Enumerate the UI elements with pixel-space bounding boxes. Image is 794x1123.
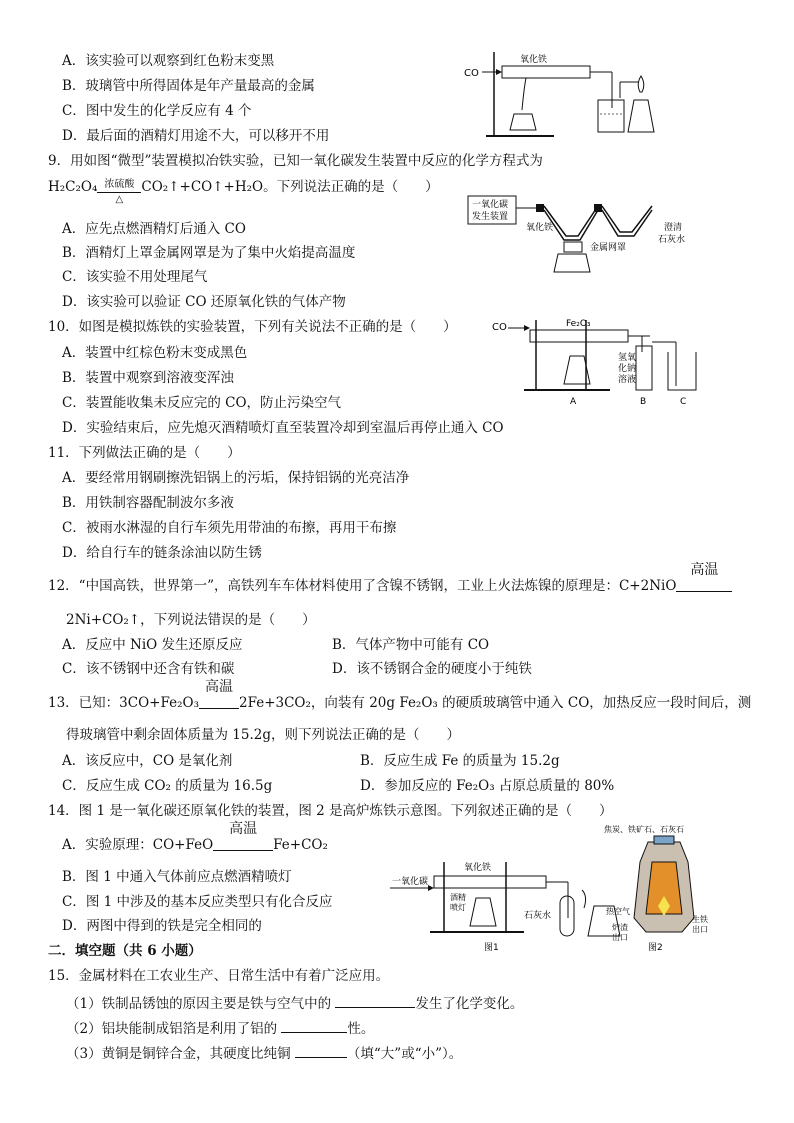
q14-option-a — [62, 821, 328, 854]
q14-a-right: Fe+CO₂ — [273, 837, 328, 853]
q14-a-left: A．实验原理：CO+FeO — [62, 837, 214, 853]
fig8-oxide-label: 氧化铁 — [520, 55, 548, 65]
fig14-iron-label-2: 出口 — [692, 925, 708, 934]
q14-stem: 14．图 1 是一氧化碳还原氧化铁的装置，图 2 是高炉炼铁示意图。下列叙述正确的是（ ） — [48, 803, 613, 819]
q15-p1-left: （1）铁制品锈蚀的原因主要是铁与空气中的 — [66, 996, 332, 1012]
fig14-slag-label-2: 出口 — [612, 933, 628, 942]
q10-option-a: A．装置中红棕色粉末变成黑色 — [62, 345, 248, 361]
fig9-oxide-label: 氧化铁 — [526, 223, 554, 233]
q15-blank-3[interactable] — [295, 1043, 347, 1058]
fig9-gen-label-2: 发生装置 — [472, 212, 509, 222]
q14-option-b: B．图 1 中通入气体前应点燃酒精喷灯 — [62, 869, 292, 885]
q13-stem — [48, 679, 752, 712]
q11-option-b: B．用铁制容器配制波尔多液 — [62, 495, 234, 511]
fig14-top-label: 焦炭、铁矿石、石灰石 — [604, 825, 684, 834]
q9-eq-right: CO₂↑+CO↑+H₂O。下列说法正确的是（ ） — [141, 179, 439, 195]
q11-stem: 11．下列做法正确的是（ ） — [48, 445, 241, 461]
q12-option-d: D．该不锈钢合金的硬度小于纯铁 — [332, 661, 532, 677]
q11-option-a: A．要经常用钢刷擦洗铝锅上的污垢，保持铝锅的光亮洁净 — [62, 470, 410, 486]
q14-apparatus-figure — [384, 822, 720, 952]
q15-part-2 — [66, 1018, 374, 1038]
fig14-fig1-caption: 图1 — [484, 943, 499, 952]
q15-blank-1[interactable] — [335, 993, 415, 1008]
q15-p1-right: 发生了化学变化。 — [415, 996, 524, 1012]
q9-eq-cond: 浓硫酸 — [104, 179, 135, 190]
q13-eq-arrow — [199, 679, 239, 712]
q9-stem: 9．用如图“微型”装置模拟冶铁实验，已知一氧化碳发生装置中反应的化学方程式为 — [48, 153, 543, 169]
q8-option-b: B．玻璃管中所得固体是年产量最高的金属 — [62, 78, 315, 94]
q14-a-cond: 高温 — [229, 821, 258, 837]
fig14-co-label: 一氧化碳 — [392, 877, 429, 887]
fig10-label-a: A — [570, 397, 577, 407]
fig10-fe2o3-label: Fe₂O₃ — [566, 319, 591, 329]
q15-p2-right: 性。 — [347, 1021, 375, 1037]
q15-part-3 — [66, 1043, 462, 1063]
q11-option-c: C．被雨水淋湿的自行车须先用带油的布擦，再用干布擦 — [62, 520, 397, 536]
q9-option-b: B．酒精灯上罩金属网罩是为了集中火焰提高温度 — [62, 245, 356, 261]
fig14-fig2-caption: 图2 — [648, 943, 663, 952]
q13-option-a: A．该反应中，CO 是氧化剂 — [62, 753, 233, 769]
q12-eq-cond: 高温 — [690, 562, 719, 578]
q9-option-c: C．该实验不用处理尾气 — [62, 269, 208, 285]
fig10-label-b: B — [640, 397, 647, 407]
section-title: 二．填空题（共 6 小题） — [48, 943, 202, 959]
q12-option-c: C．该不锈钢中还含有铁和碳 — [62, 661, 235, 677]
q14-a-arrow — [213, 821, 273, 854]
q15-blank-2[interactable] — [281, 1018, 347, 1033]
q12-continuation: 2Ni+CO₂↑，下列说法错误的是（ ） — [66, 612, 316, 628]
fig14-hot-air-label: 热空气 — [606, 907, 630, 916]
q10-option-c: C．装置能收集未反应完的 CO，防止污染空气 — [62, 395, 342, 411]
q9-option-d: D．该实验可以验证 CO 还原氧化铁的气体产物 — [62, 294, 346, 310]
fig10-label-c: C — [680, 397, 687, 407]
fig9-mesh-label: 金属网罩 — [590, 243, 627, 253]
fig10-naoh-label-1: 氢氧 — [618, 353, 637, 363]
fig14-lamp-label-1: 酒精 — [450, 893, 466, 902]
fig14-oxide-label: 氧化铁 — [464, 863, 492, 873]
q12-eq-arrow — [676, 562, 732, 595]
q15-p3-right: （填“大”或“小”）。 — [346, 1046, 463, 1062]
q15-part-1 — [66, 993, 523, 1013]
fig9-lime-label-1: 澄清 — [664, 223, 683, 233]
fig8-co-label: CO — [464, 68, 479, 79]
q8-apparatus-figure — [462, 48, 662, 140]
q9-eq-arrow — [97, 178, 141, 205]
q15-stem: 15．金属材料在工农业生产、日常生活中有着广泛应用。 — [48, 968, 390, 984]
q9-eq-cond-under: △ — [115, 194, 124, 205]
q10-apparatus-figure — [490, 316, 710, 408]
fig9-lime-label-2: 石灰水 — [658, 235, 686, 245]
q9-equation — [48, 178, 439, 205]
q12-option-a: A．反应中 NiO 发生还原反应 — [62, 637, 243, 653]
q10-option-b: B．装置中观察到溶液变浑浊 — [62, 370, 234, 386]
q13-eq-cond: 高温 — [205, 679, 233, 695]
q13-stem-left: 13．已知：3CO+Fe₂O₃ — [48, 695, 199, 711]
q10-option-d: D．实验结束后，应先熄灭酒精喷灯直至装置冷却到室温后再停止通入 CO — [62, 420, 504, 436]
q15-p3-left: （3）黄铜是铜锌合金，其硬度比纯铜 — [66, 1046, 291, 1062]
q12-stem-text: 12．“中国高铁，世界第一”，高铁列车车体材料使用了含镍不锈钢，工业上火法炼镍的原理是：C+2NiO — [48, 578, 677, 594]
fig10-naoh-label-2: 化钠 — [618, 364, 637, 374]
q8-option-c: C．图中发生的化学反应有 4 个 — [62, 103, 252, 119]
q13-option-d: D．参加反应的 Fe₂O₃ 占原总质量的 80% — [360, 778, 615, 794]
q13-option-c: C．反应生成 CO₂ 的质量为 16.5g — [62, 778, 273, 794]
q13-continuation: 得玻璃管中剩余固体质量为 15.2g，则下列说法正确的是（ ） — [66, 727, 460, 743]
fig14-lime-label: 石灰水 — [524, 911, 552, 921]
q8-option-a: A．该实验可以观察到红色粉末变黑 — [62, 53, 275, 69]
fig14-iron-label-1: 生铁 — [692, 915, 708, 924]
q14-option-d: D．两图中得到的铁是完全相同的 — [62, 918, 262, 934]
q13-stem-right: 2Fe+3CO₂，向装有 20g Fe₂O₃ 的硬质玻璃管中通入 CO，加热反应一段时间后，测 — [239, 695, 752, 711]
q14-option-c: C．图 1 中涉及的基本反应类型只有化合反应 — [62, 894, 333, 910]
q12-stem — [48, 562, 732, 595]
q8-option-d: D．最后面的酒精灯用途不大，可以移开不用 — [62, 128, 330, 144]
q9-eq-left: H₂C₂O₄ — [48, 179, 98, 195]
q15-p2-left: （2）铝块能制成铝箔是利用了铝的 — [66, 1021, 278, 1037]
fig10-co-label: CO — [492, 322, 507, 333]
q11-option-d: D．给自行车的链条涂油以防生锈 — [62, 545, 262, 561]
fig10-naoh-label-3: 溶液 — [618, 375, 637, 385]
fig9-gen-label-1: 一氧化碳 — [472, 200, 509, 210]
q12-option-b: B．气体产物中可能有 CO — [332, 637, 490, 653]
fig14-slag-label-1: 炉渣 — [612, 923, 628, 932]
q9-apparatus-figure — [466, 190, 706, 276]
q13-option-b: B．反应生成 Fe 的质量为 15.2g — [360, 753, 560, 769]
fig14-lamp-label-2: 喷灯 — [450, 903, 466, 912]
q9-option-a: A．应先点燃酒精灯后通入 CO — [62, 221, 246, 237]
q10-stem: 10．如图是模拟炼铁的实验装置，下列有关说法不正确的是（ ） — [48, 319, 457, 335]
